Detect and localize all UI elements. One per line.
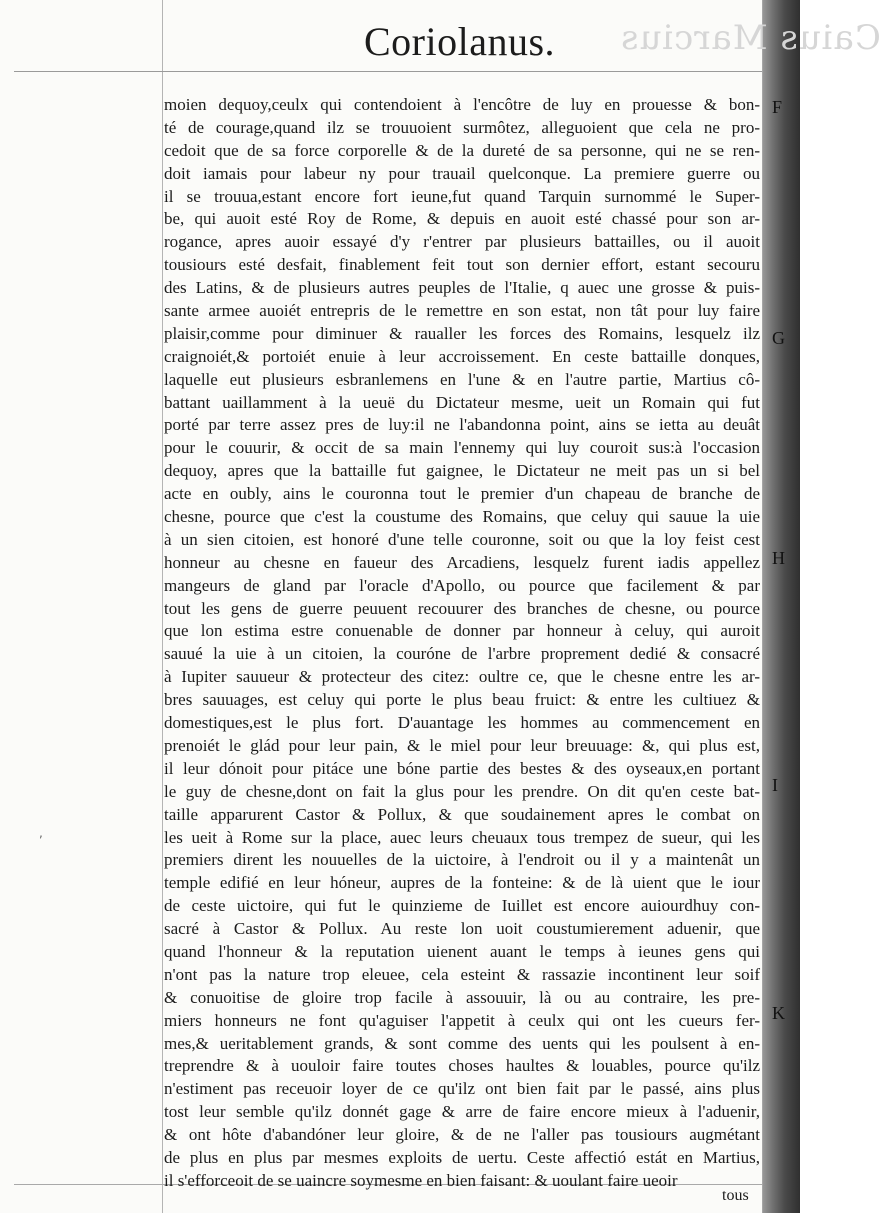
text-line: que lon estima estre conuenable de donner par honneur à celuy, qui auroit [164,621,760,641]
text-line: sauué la uie à un citoien, la couróne de l'arbre proprement dedié & consacré [164,644,760,664]
text-line: n'estiment pas receuoir loyer de ce qu'ilz ont bien fait par le passé, ains plus [164,1079,760,1099]
margin-letter-k: K [772,1003,785,1023]
text-line: il se trouua,estant encore fort ieune,fut quand Tarquin surnommé le Super- [164,186,760,206]
text-line: laquelle eut plusieurs esbranlemens en l'une & en l'autre partie, Martius cô- [164,369,760,389]
text-line: honneur au chesne en faueur des Arcadiens, lesquelz furent iadis appellez [164,552,760,572]
text-line: craignoiét,& portoiét enuie à leur accroissement. En ceste battaille donques, [164,346,760,366]
text-line: quand l'honneur & la reputation uienent auant le temps à ieunes gens qui [164,941,760,961]
text-line: de plus en plus par mesmes exploits de uertu. Ceste affectió estát en Martius, [164,1147,760,1167]
text-line: tousiours esté desfait, finablement feit tout son dernier effort, estant secouru [164,255,760,275]
catchword: tous [722,1187,749,1204]
text-line: n'ont pas la nature trop eleuee, cela esteint & rassazie incontinent leur soif [164,964,760,984]
text-line: doit iamais pour labeur ny pour trauail quelconque. La premiere guerre ou [164,163,760,183]
text-line: pour le couurir, & occit de sa main l'ennemy qui luy couroit sus:à l'occasion [164,438,760,458]
text-line: treprendre & à uouloir faire toutes choses haultes & louables, pource qu'ilz [164,1056,760,1076]
right-margin-rule [762,0,763,1213]
text-line: mangeurs de gland par l'oracle d'Apollo, ou pource que facilement & par [164,575,760,595]
margin-letter-h: H [772,548,785,568]
text-line: des Latins, & de plusieurs autres peuples de l'Italie, q auec une grosse & puis- [164,278,760,298]
text-line: il leur dónoit pour pitáce une bóne partie des bestes & des oyseaux,en portant [164,758,760,778]
margin-letter-g: G [772,328,785,348]
text-line: plaisir,comme pour diminuer & raualler les forces des Romains, lesquelz ilz [164,323,760,343]
text-line: le guy de chesne,dont on fait la glus pour les prendre. On dit qu'en ceste bat- [164,781,760,801]
text-line: rogance, apres auoir essayé d'y r'entrer par plusieurs battailles, ou il auoit [164,232,760,252]
body-text [164,94,760,1193]
text-line: les ueit à Rome sur la place, auec leurs cheuaux tous trempez de sueur, qui les [164,827,760,847]
text-line: prenoiét le glád pour leur pain, & le miel pour leur breuuage: &, qui plus est, [164,735,760,755]
text-line: dequoy, apres que la battaille fut gaignee, le Dictateur ne meit pas un si bel [164,461,760,481]
text-line: chesne, pource que c'est la coustume des Romains, que celuy qui sauue la uie [164,507,760,527]
text-line: sante armee auoiét entrepris de le remettre en son estat, non tât pour luy faire [164,301,760,321]
header-rule [14,71,762,72]
left-margin-rule [162,0,163,1213]
text-line: il s'efforceoit de se uaincre soymesme en bien faisant: & uoulant faire ueoir [164,1170,678,1190]
text-line: & conuoitise de gloire trop facile à assouuir, là ou au contraire, les pre- [164,987,760,1007]
text-line: premiers dirent les nouuelles de la uictoire, à l'endroit ou il y a maintenât un [164,850,760,870]
text-line: tost leur semble qu'ilz donnét gage & arre de faire encore mieux à l'aduenir, [164,1102,760,1122]
running-title: Coriolanus. [364,19,556,64]
text-line: domestiques,est le plus fort. D'auantage les hommes au commencement en [164,713,760,733]
text-line: porté par terre assez pres de luy:il ne l'abandonna point, ains se ietta au deuât [164,415,760,435]
text-line: à un sien citoien, est honoré d'une telle couronne, soit ou que la loy feist cest [164,529,760,549]
text-line: moien dequoy,ceulx qui contendoient à l'encôtre de luy en prouesse & bon- [164,95,760,114]
text-line: tout les gens de guerre peuuent recouurer des branches de chesne, ou pource [164,598,760,618]
text-line: mes,& ueritablement grands, & sont comme des uents qui les poulsent à en- [164,1033,760,1053]
text-line: miers honneurs ne font qu'aguiser l'appetit à ceulx qui ont les cueurs fer- [164,1010,760,1030]
text-line: bres sauuages, est celuy qui porte le plus beau fruict: & entre les cultiuez & [164,690,760,710]
text-line: acte en oubly, ains le couronna tout le premier d'un chapeau de branche de [164,484,760,504]
text-line: battant uaillamment à la ueuë du Dictateur mesme, ueit un Romain qui fut [164,392,760,412]
margin-letter-f: F [772,97,783,117]
text-line: té de courage,quand ilz se trouuoient surmôtez, alleguoient que cela ne pro- [164,117,760,137]
text-line: & ont hôte d'abandóner leur gloire, & de ne l'aller pas tousiours augmétant [164,1125,760,1145]
text-line: taille apparurent Castor & Pollux, & que soudainement apres le combat on [164,804,760,824]
text-line: be, qui auoit esté Roy de Rome, & depuis en auoit esté chassé pour son ar- [164,209,760,229]
margin-letter-i: I [772,775,778,795]
text-line: cedoit que de sa force corporelle & de la dureté de sa personne, qui ne se ren- [164,140,760,160]
text-line: à Iupiter sauueur & protecteur des citez: oultre ce, que le chesne entre les ar- [164,667,760,687]
text-line: sacré à Castor & Pollux. Au reste lon uoit coustumierement aduenir, que [164,919,760,939]
stray-mark: , [39,826,43,840]
text-line: de ceste uictoire, qui fut le quinzieme de Iuillet est encore auiourdhuy con- [164,896,760,916]
show-through-title: Caius Marcius [620,18,881,58]
page-binding-edge [762,0,800,1213]
text-line: temple edifié en leur hóneur, aupres de la fonteine: & de là uient que le iour [164,873,760,893]
